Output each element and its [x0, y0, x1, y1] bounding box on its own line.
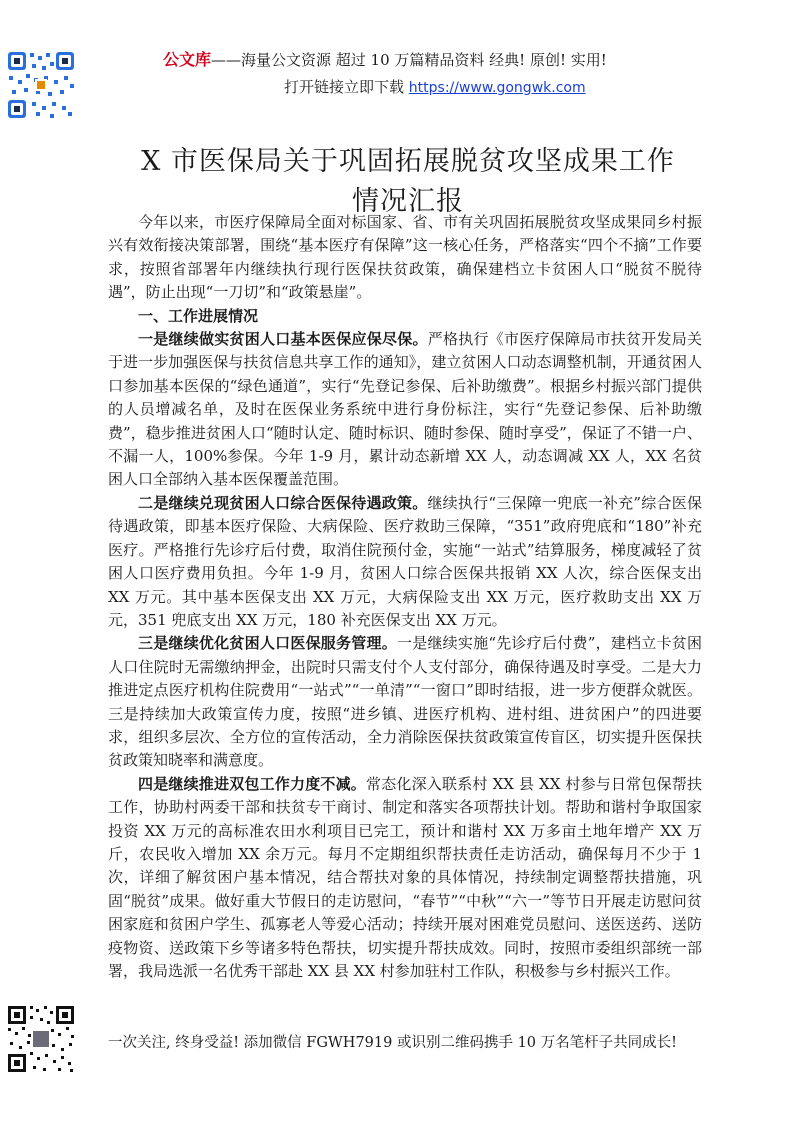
header-tagline: ——海量公文资源 超过 10 万篇精品资料 经典! 原创! 实用! — [211, 51, 607, 69]
qr-code-icon — [6, 50, 76, 120]
brand-name: 公文库 — [163, 50, 212, 69]
section-heading: 一、工作进展情况 — [138, 306, 259, 325]
document-body — [108, 211, 702, 983]
paragraph-3-text: 一是继续实施“先诊疗后付费”，建档立卡贫困人口住院时无需缴纳押金，出院时只需支付个人支付部分，确保待遇及时享受。二是大力推进定点医疗机构住院费用“一站式”“一单清”“一窗口”即时结报，进一步方便群众就医。三是持续加大政策宣传力度，按照“进乡镇、进医疗机构、进村组、进贫困户”的四进要求，组织多层次、全方位的宣传活动，全力消除医保扶贫政策宣传盲区，切实提升医保扶贫政策知晓率和满意度。 — [108, 634, 702, 770]
paragraph-4-lead: 四是继续推进双包工作力度不减。 — [138, 774, 366, 793]
paragraph-1 — [108, 328, 702, 492]
header-download-line — [284, 77, 734, 98]
paragraph-2-lead: 二是继续兑现贫困人口综合医保待遇政策。 — [138, 493, 428, 512]
paragraph-2-text: 继续执行“三保障一兜底一补充”综合医保待遇政策，即基本医疗保险、大病保险、医疗救助三保障，“351”政府兜底和“180”补充医疗。严格推行先诊疗后付费，取消住院预付金，实施“一站式”结算服务，梯度减轻了贫困人口医疗费用负担。今年 1-9 月，贫困人口综合医保共报销 XX 人次，综合医保支出 XX 万元。其中基本医保支出 XX 万元，大病保险支出 XX 万元，医疗救助支出 XX 万元，351 兜底支出 XX 万元，180 补充医保支出 XX 万元。 — [108, 493, 702, 629]
title-line-1: X 市医保局关于巩固拓展脱贫攻坚成果工作 — [141, 146, 675, 177]
document-title — [108, 142, 708, 222]
paragraph-1-lead: 一是继续做实贫困人口基本医保应保尽保。 — [138, 330, 428, 349]
header-tagline-line — [163, 50, 763, 70]
paragraph-3-lead: 三是继续优化贫困人口医保服务管理。 — [138, 634, 397, 653]
paragraph-3 — [108, 632, 702, 772]
footer-note: 一次关注, 终身受益! 添加微信 FGWH7919 或识别二维码携手 10 万名笔杆子共同成长! — [108, 1035, 677, 1051]
download-prefix: 打开链接立即下载 — [284, 78, 409, 96]
title-line-2: 情况汇报 — [352, 186, 464, 217]
paragraph-4-text: 常态化深入联系村 XX 县 XX 村参与日常包保帮扶工作，协助村两委干部和扶贫专干商讨、制定和落实各项帮扶计划。帮助和谐村争取国家投资 XX 万元的高标准农田水利项目已完工，预计和谐村 XX 万多亩土地年增产 XX 万斤，农民收入增加 XX 余万元。每月不定期组织帮扶责任走访活动，确保每月不少于 1 次，详细了解贫困户基本情况，结合帮扶对象的具体情况，持续制定调整帮扶措施，巩固“脱贫”成果。做好重大节假日的走访慰问，“春节”“中秋”“六一”等节日开展走访慰问贫困家庭和贫困户学生、孤寡老人等爱心活动；持续开展对困难党员慰问、送医送药、送防疫物资、送政策下乡等诸多特色帮扶，切实提升帮扶成效。同时，按照市委组织部统一部署，我局选派一名优秀干部赴 XX 县 XX 村参加驻村工作队，积极参与乡村振兴工作。 — [108, 774, 702, 980]
intro-paragraph: 今年以来，市医疗保障局全面对标国家、省、市有关巩固拓展脱贫攻坚成果同乡村振兴有效衔接决策部署，围绕“基本医疗有保障”这一核心任务，严格落实“四个不摘”工作要求，按照省部署年内继续执行现行医保扶贫政策，确保建档立卡贫困人口“脱贫不脱待遇”，防止出现“一刀切”和“政策悬崖”。 — [108, 213, 702, 302]
website-link[interactable]: https://www.gongwk.com — [408, 80, 586, 96]
paragraph-1-text: 严格执行《市医疗保障局市扶贫开发局关于进一步加强医保与扶贫信息共享工作的通知》，建立贫困人口动态调整机制，开通贫困人口参加基本医保的“绿色通道”，实行“先登记参保、后补助缴费”。根据乡村振兴部门提供的人员增减名单，及时在医保业务系统中进行身份标注，实行“先登记参保、后补助缴费”，稳步推进贫困人口“随时认定、随时标识、随时参保、随时享受”，保证了不错一户、不漏一人，100%参保。今年 1-9 月，累计动态新增 XX 人，动态调减 XX 人，XX 名贫困人口全部纳入基本医保覆盖范围。 — [108, 330, 702, 489]
paragraph-4 — [108, 773, 702, 984]
paragraph-2 — [108, 492, 702, 632]
qr-code-top[interactable] — [6, 50, 76, 120]
qr-code-bottom[interactable] — [6, 1004, 76, 1074]
qr-code-icon — [6, 1004, 76, 1074]
